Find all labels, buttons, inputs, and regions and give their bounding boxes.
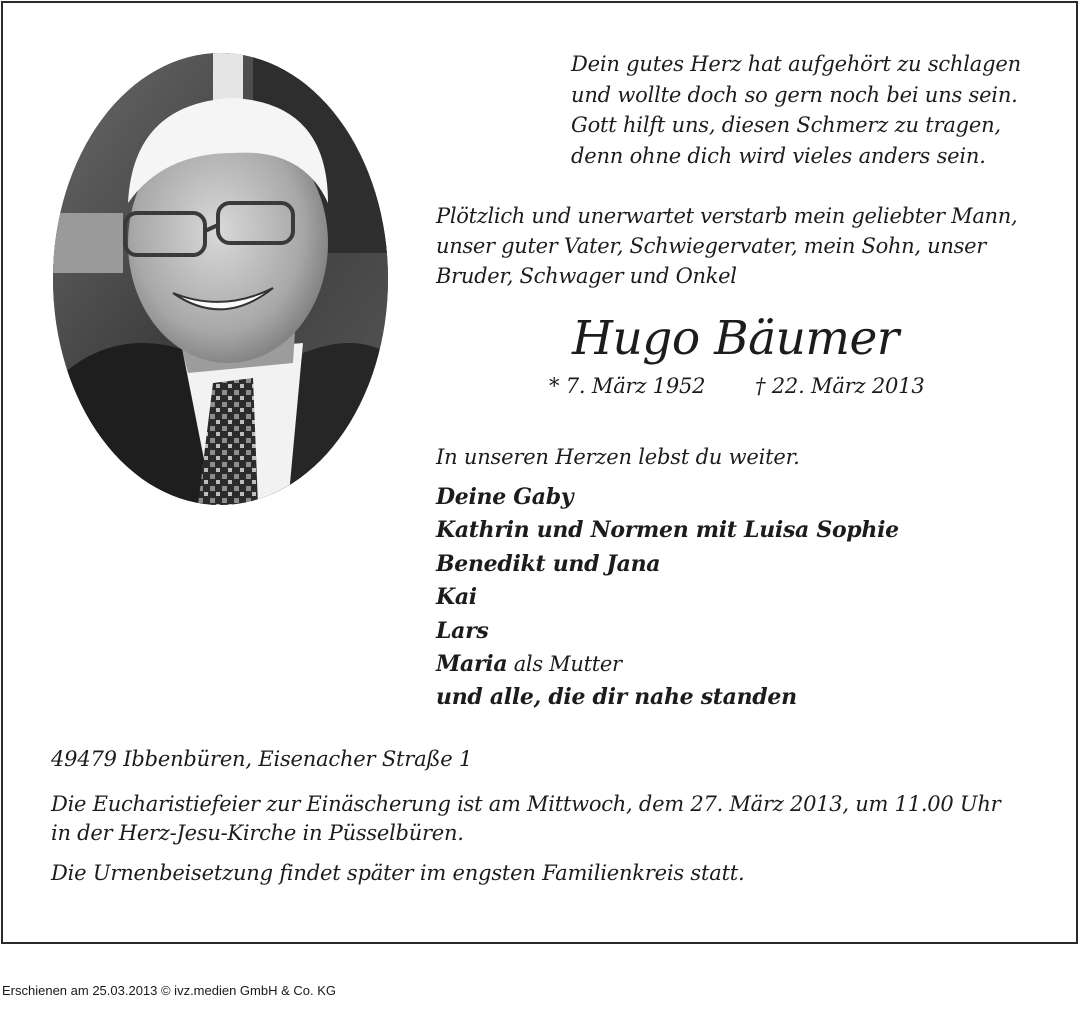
poem-line: denn ohne dich wird vieles anders sein.	[571, 143, 986, 168]
remembrance-line: In unseren Herzen lebst du weiter.	[436, 445, 800, 469]
mourner-relation: als Mutter	[507, 652, 622, 677]
mourner-name: Maria	[436, 651, 508, 678]
funeral-service-info	[51, 790, 1000, 848]
birth-date: * 7. März 1952	[549, 374, 706, 398]
obituary-notice	[1, 1, 1078, 944]
mourner-name: Lars	[436, 617, 489, 644]
mourner-entry	[436, 548, 899, 581]
family-address: 49479 Ibbenbüren, Eisenacher Straße 1	[51, 747, 473, 771]
mourner-name: Kathrin und Normen mit Luisa Sophie	[436, 517, 899, 544]
mourner-entry	[436, 648, 899, 681]
poem-line: und wollte doch so gern noch bei uns sein.	[571, 82, 1018, 107]
mourner-name: Deine Gaby	[436, 484, 574, 510]
mourner-entry	[436, 681, 899, 714]
announcement-line: Plötzlich und unerwartet verstarb mein geliebter Mann,	[436, 204, 1018, 228]
mourner-entry	[436, 615, 899, 648]
mourner-entry	[436, 481, 899, 514]
service-line: in der Herz-Jesu-Kirche in Püsselbüren.	[51, 821, 464, 845]
mourner-name: Kai	[436, 584, 477, 611]
publication-credit: Erschienen am 25.03.2013 © ivz.medien GmbH & Co. KG	[2, 983, 337, 998]
portrait-image	[53, 53, 388, 505]
burial-info: Die Urnenbeisetzung findet später im engsten Familienkreis statt.	[51, 861, 745, 885]
mourner-entry	[436, 514, 899, 547]
mourner-name: und alle, die dir nahe standen	[436, 684, 797, 711]
poem-verse	[571, 49, 1021, 171]
poem-line: Gott hilft uns, diesen Schmerz zu tragen,	[571, 113, 1001, 137]
mourner-entry	[436, 581, 899, 614]
mourner-name: Benedikt und Jana	[436, 550, 661, 577]
announcement-line: unser guter Vater, Schwiegervater, mein Sohn, unser	[436, 234, 986, 258]
death-announcement	[436, 201, 1017, 291]
death-date: † 22. März 2013	[755, 374, 925, 398]
portrait-photo	[53, 53, 388, 505]
announcement-line: Bruder, Schwager und Onkel	[436, 264, 737, 288]
poem-line: Dein gutes Herz hat aufgehört zu schlagen	[571, 52, 1021, 76]
service-line: Die Eucharistiefeier zur Einäscherung ist am Mittwoch, dem 27. März 2013, um 11.00 Uhr	[51, 792, 1001, 816]
mourners-list	[436, 481, 899, 715]
deceased-name: Hugo Bäumer	[572, 311, 899, 366]
